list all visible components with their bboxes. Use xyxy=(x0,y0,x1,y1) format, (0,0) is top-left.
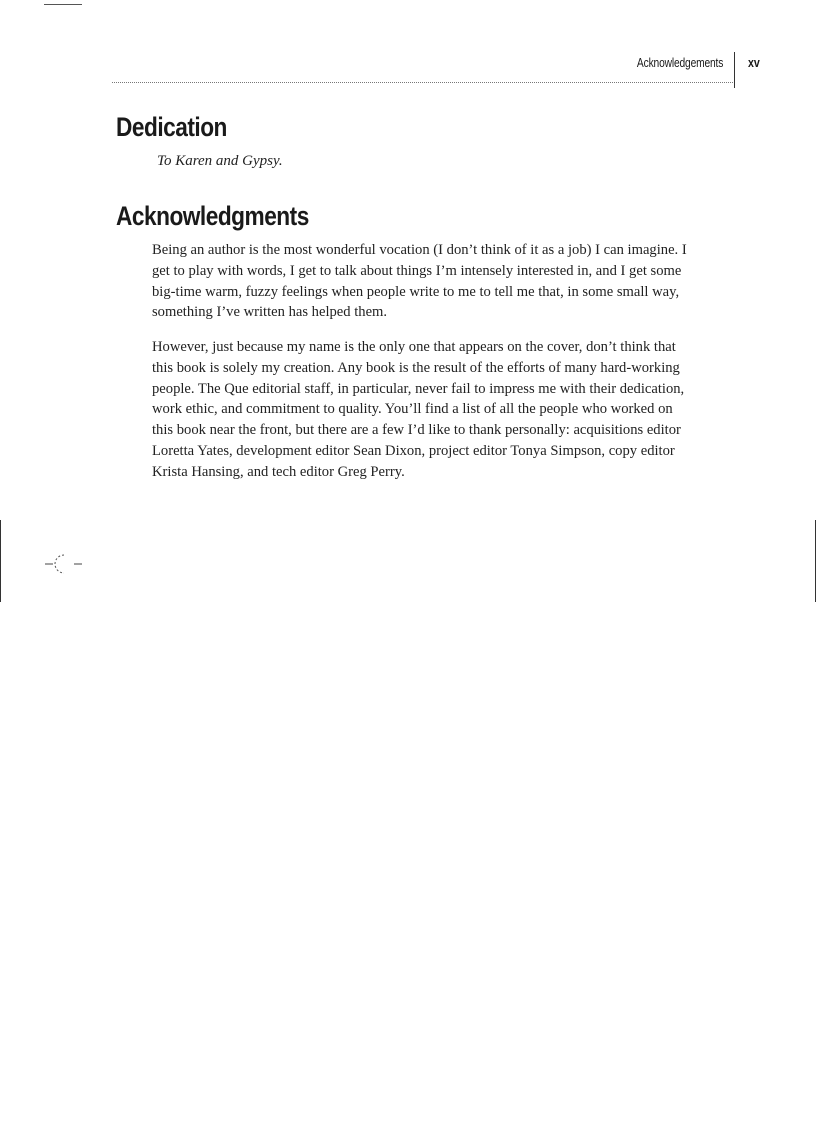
running-header xyxy=(112,52,735,83)
running-header-title: Acknowledgements xyxy=(636,56,723,70)
paragraph-line: get to play with words, I get to talk about things I’m intensely interested in, and I get some xyxy=(152,262,682,279)
paragraph-line: Loretta Yates, development editor Sean Dixon, project editor Tonya Simpson, copy editor xyxy=(152,442,675,459)
paragraph-line: Krista Hansing, and tech editor Greg Perry. xyxy=(152,463,405,480)
paragraph-line: this book near the front, but there are a few I’d like to thank personally: acquisitions editor xyxy=(152,422,681,439)
margin-rule-left xyxy=(0,520,1,602)
acknowledgments-paragraph xyxy=(152,337,732,483)
dedication-heading: Dedication xyxy=(116,112,227,142)
paragraph-line: big-time warm, fuzzy feelings when people write to me to tell me that, in some small way, xyxy=(152,283,680,300)
page-number: xv xyxy=(748,56,760,70)
paragraph-line: However, just because my name is the only one that appears on the cover, don’t think that xyxy=(152,339,676,355)
paragraph-line: people. The Que editorial staff, in particular, never fail to impress me with their dedication, xyxy=(152,380,685,397)
acknowledgments-paragraph xyxy=(152,240,732,323)
registration-mark-icon xyxy=(44,551,84,575)
dedication-text: To Karen and Gypsy. xyxy=(157,153,283,169)
paragraph-line: work ethic, and commitment to quality. You’ll find a list of all the people who worked on xyxy=(152,401,673,418)
header-divider xyxy=(734,52,735,88)
paragraph-line: Being an author is the most wonderful vocation (I don’t think of it as a job) I can imagine. I xyxy=(152,242,687,258)
paragraph-line: this book is solely my creation. Any book is the result of the efforts of many hard-working xyxy=(152,359,680,376)
paragraph-line: something I’ve written has helped them. xyxy=(152,304,388,321)
crop-mark-top xyxy=(44,4,82,5)
acknowledgments-heading: Acknowledgments xyxy=(116,201,309,231)
